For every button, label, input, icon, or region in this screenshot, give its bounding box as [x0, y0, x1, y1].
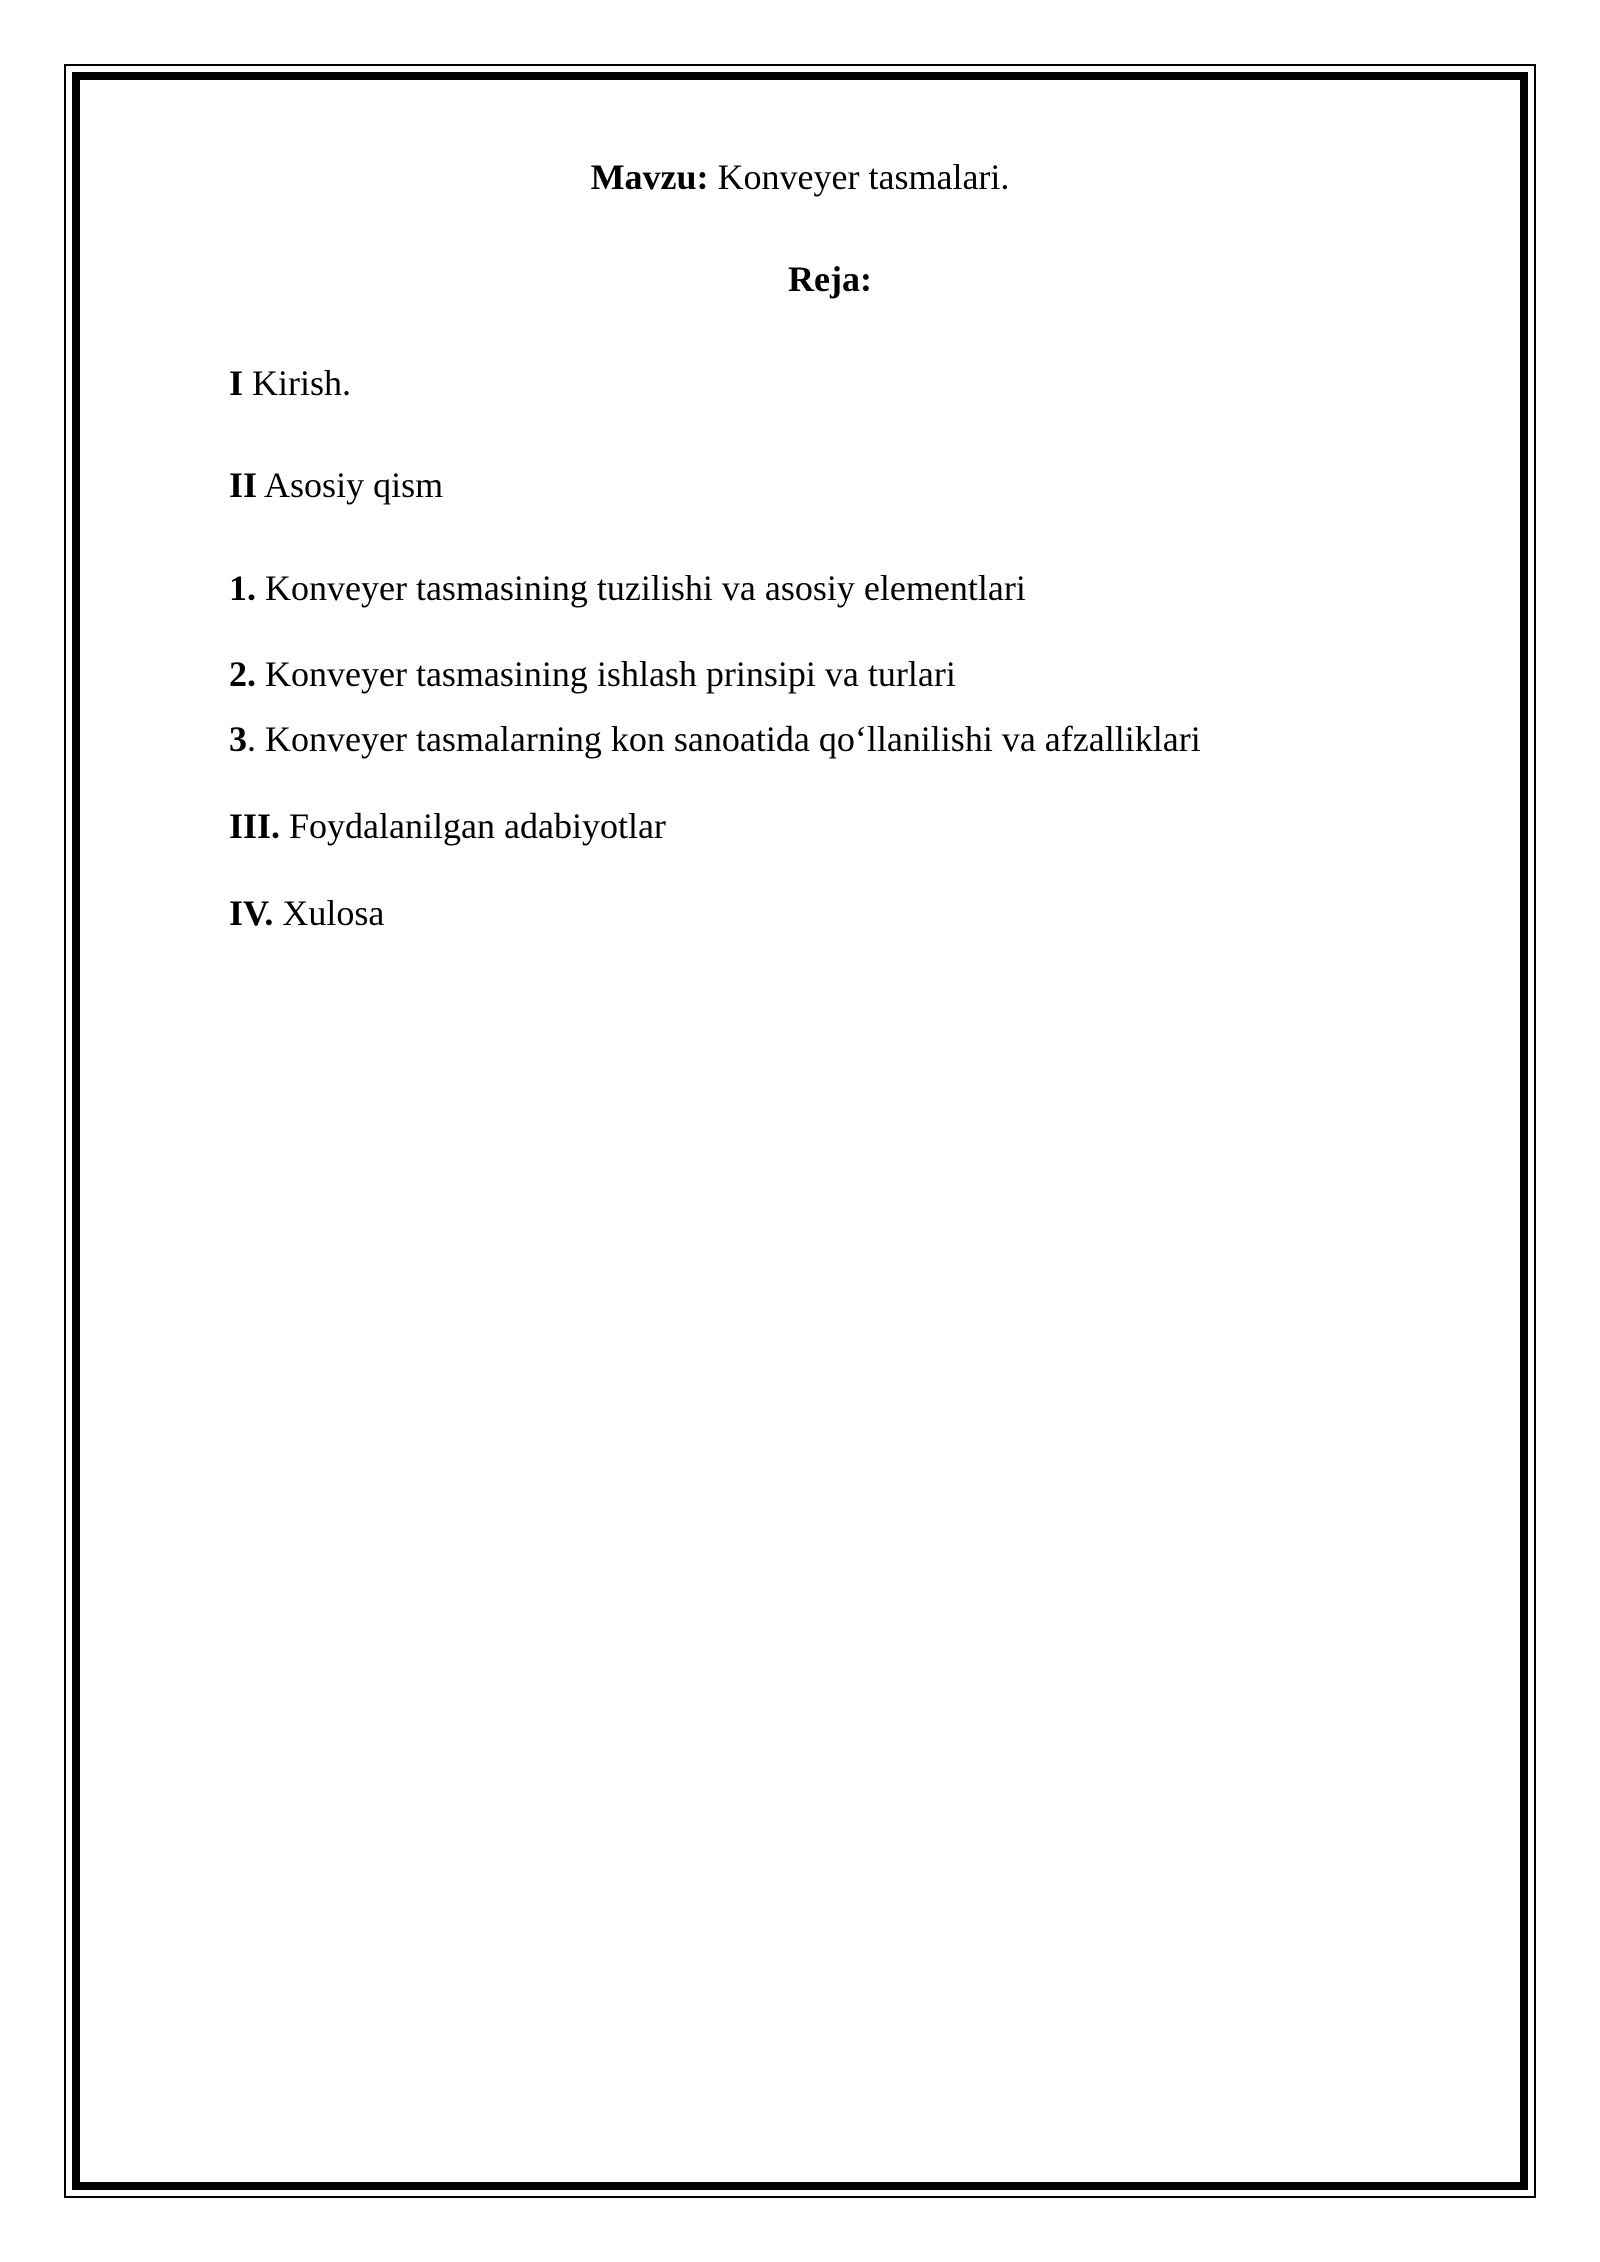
outline-number: III. [229, 806, 281, 846]
outline-text: Konveyer tasmasining ishlash prinsipi va turlari [256, 654, 956, 694]
topic-text: Konveyer tasmalari. [708, 157, 1010, 197]
outline-item-conclusion [229, 892, 384, 934]
outline-number: I [229, 363, 244, 403]
outline-text: Foydalanilgan adabiyotlar [280, 806, 666, 846]
outline-text: Xulosa [273, 893, 385, 933]
topic-label: Mavzu: [590, 157, 709, 197]
outline-number: II [229, 465, 258, 505]
outline-item-2 [229, 653, 956, 695]
outline-number: IV. [229, 893, 274, 933]
outline-text: Asosiy qism [257, 465, 444, 505]
outline-item-3 [229, 718, 1201, 760]
outline-text: . Konveyer tasmalarning kon sanoatida qo‘llanilishi va afzalliklari [247, 719, 1201, 759]
plan-title-text: Reja: [788, 259, 872, 299]
outline-text: Konveyer tasmasining tuzilishi va asosiy elementlari [256, 568, 1026, 608]
outline-item-references [229, 805, 666, 847]
outline-number: 2. [229, 654, 256, 694]
outline-number: 1. [229, 568, 256, 608]
outline-text: Kirish. [243, 363, 352, 403]
topic-heading [0, 156, 1600, 198]
plan-title [0, 258, 1600, 300]
outline-item-intro [229, 362, 351, 404]
outline-item-main [229, 464, 443, 506]
outline-number: 3 [229, 719, 247, 759]
outline-item-1 [229, 567, 1026, 609]
